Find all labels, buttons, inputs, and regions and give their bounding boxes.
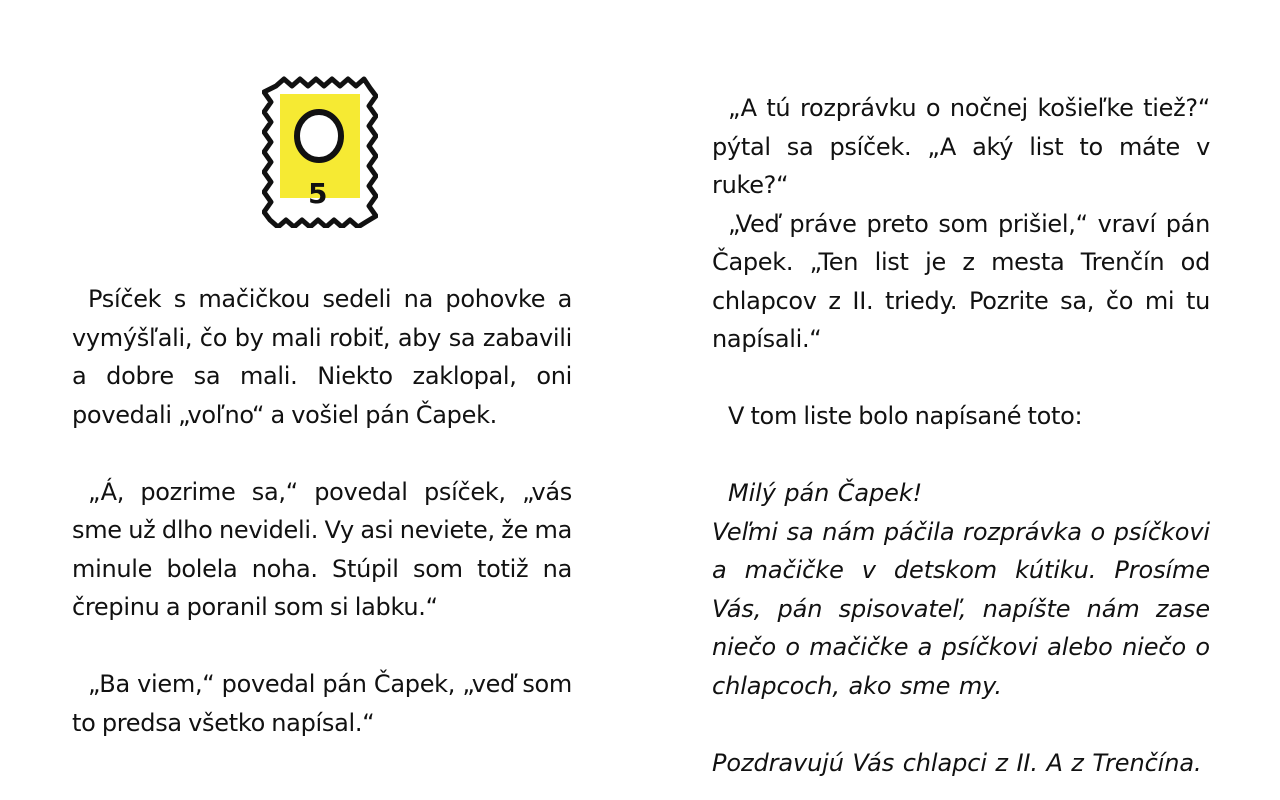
right-page — [640, 0, 1280, 800]
paragraph-6: V tom liste bolo napísané toto: — [728, 402, 1083, 430]
letter-greeting: Milý pán Čapek! — [728, 479, 923, 507]
postage-stamp-illustration — [262, 74, 378, 228]
paragraph-4: „A tú rozprávku o nočnej košieľke tiež?“ pýtal sa psíček. „A aký list to máte v ruke?“ — [712, 94, 1210, 199]
left-text — [72, 280, 572, 742]
letter-signoff: Pozdravujú Vás chlapci z II. A z Trenčína. — [712, 748, 1202, 777]
letter — [712, 474, 1210, 782]
stamp-circle — [297, 112, 341, 160]
right-text — [712, 89, 1210, 782]
letter-body: Veľmi sa nám páčila rozprávka o psíčkovi a mačičke v detskom kútiku. Prosíme Vás, pán spisovateľ, napíšte nám zase niečo o mačičke a psíčkovi alebo niečo o chlapcoch, ako sme my. — [712, 517, 1210, 700]
paragraph-5: „Veď práve preto som prišiel,“ vraví pán Čapek. „Ten list je z mesta Trenčín od chlapcov z II. triedy. Pozrite sa, čo mi tu napísali.“ — [712, 209, 1210, 353]
paragraph-3: „Ba viem,“ povedal pán Čapek, „veď som to predsa všetko napísal.“ — [72, 670, 572, 737]
stamp-value: 5 — [308, 177, 328, 210]
paragraph-2: „Á, pozrime sa,“ povedal psíček, „vás sme už dlho nevideli. Vy asi neviete, že ma minule bolela noha. Stúpil som totiž na črepinu a poranil som si labku.“ — [72, 477, 572, 621]
paragraph-1: Psíček s mačičkou sedeli na pohovke a vymýšľali, čo by mali robiť, aby sa zabavili a dobre sa mali. Niekto zaklopal, oni povedali „voľno“ a vošiel pán Čapek. — [72, 285, 572, 429]
